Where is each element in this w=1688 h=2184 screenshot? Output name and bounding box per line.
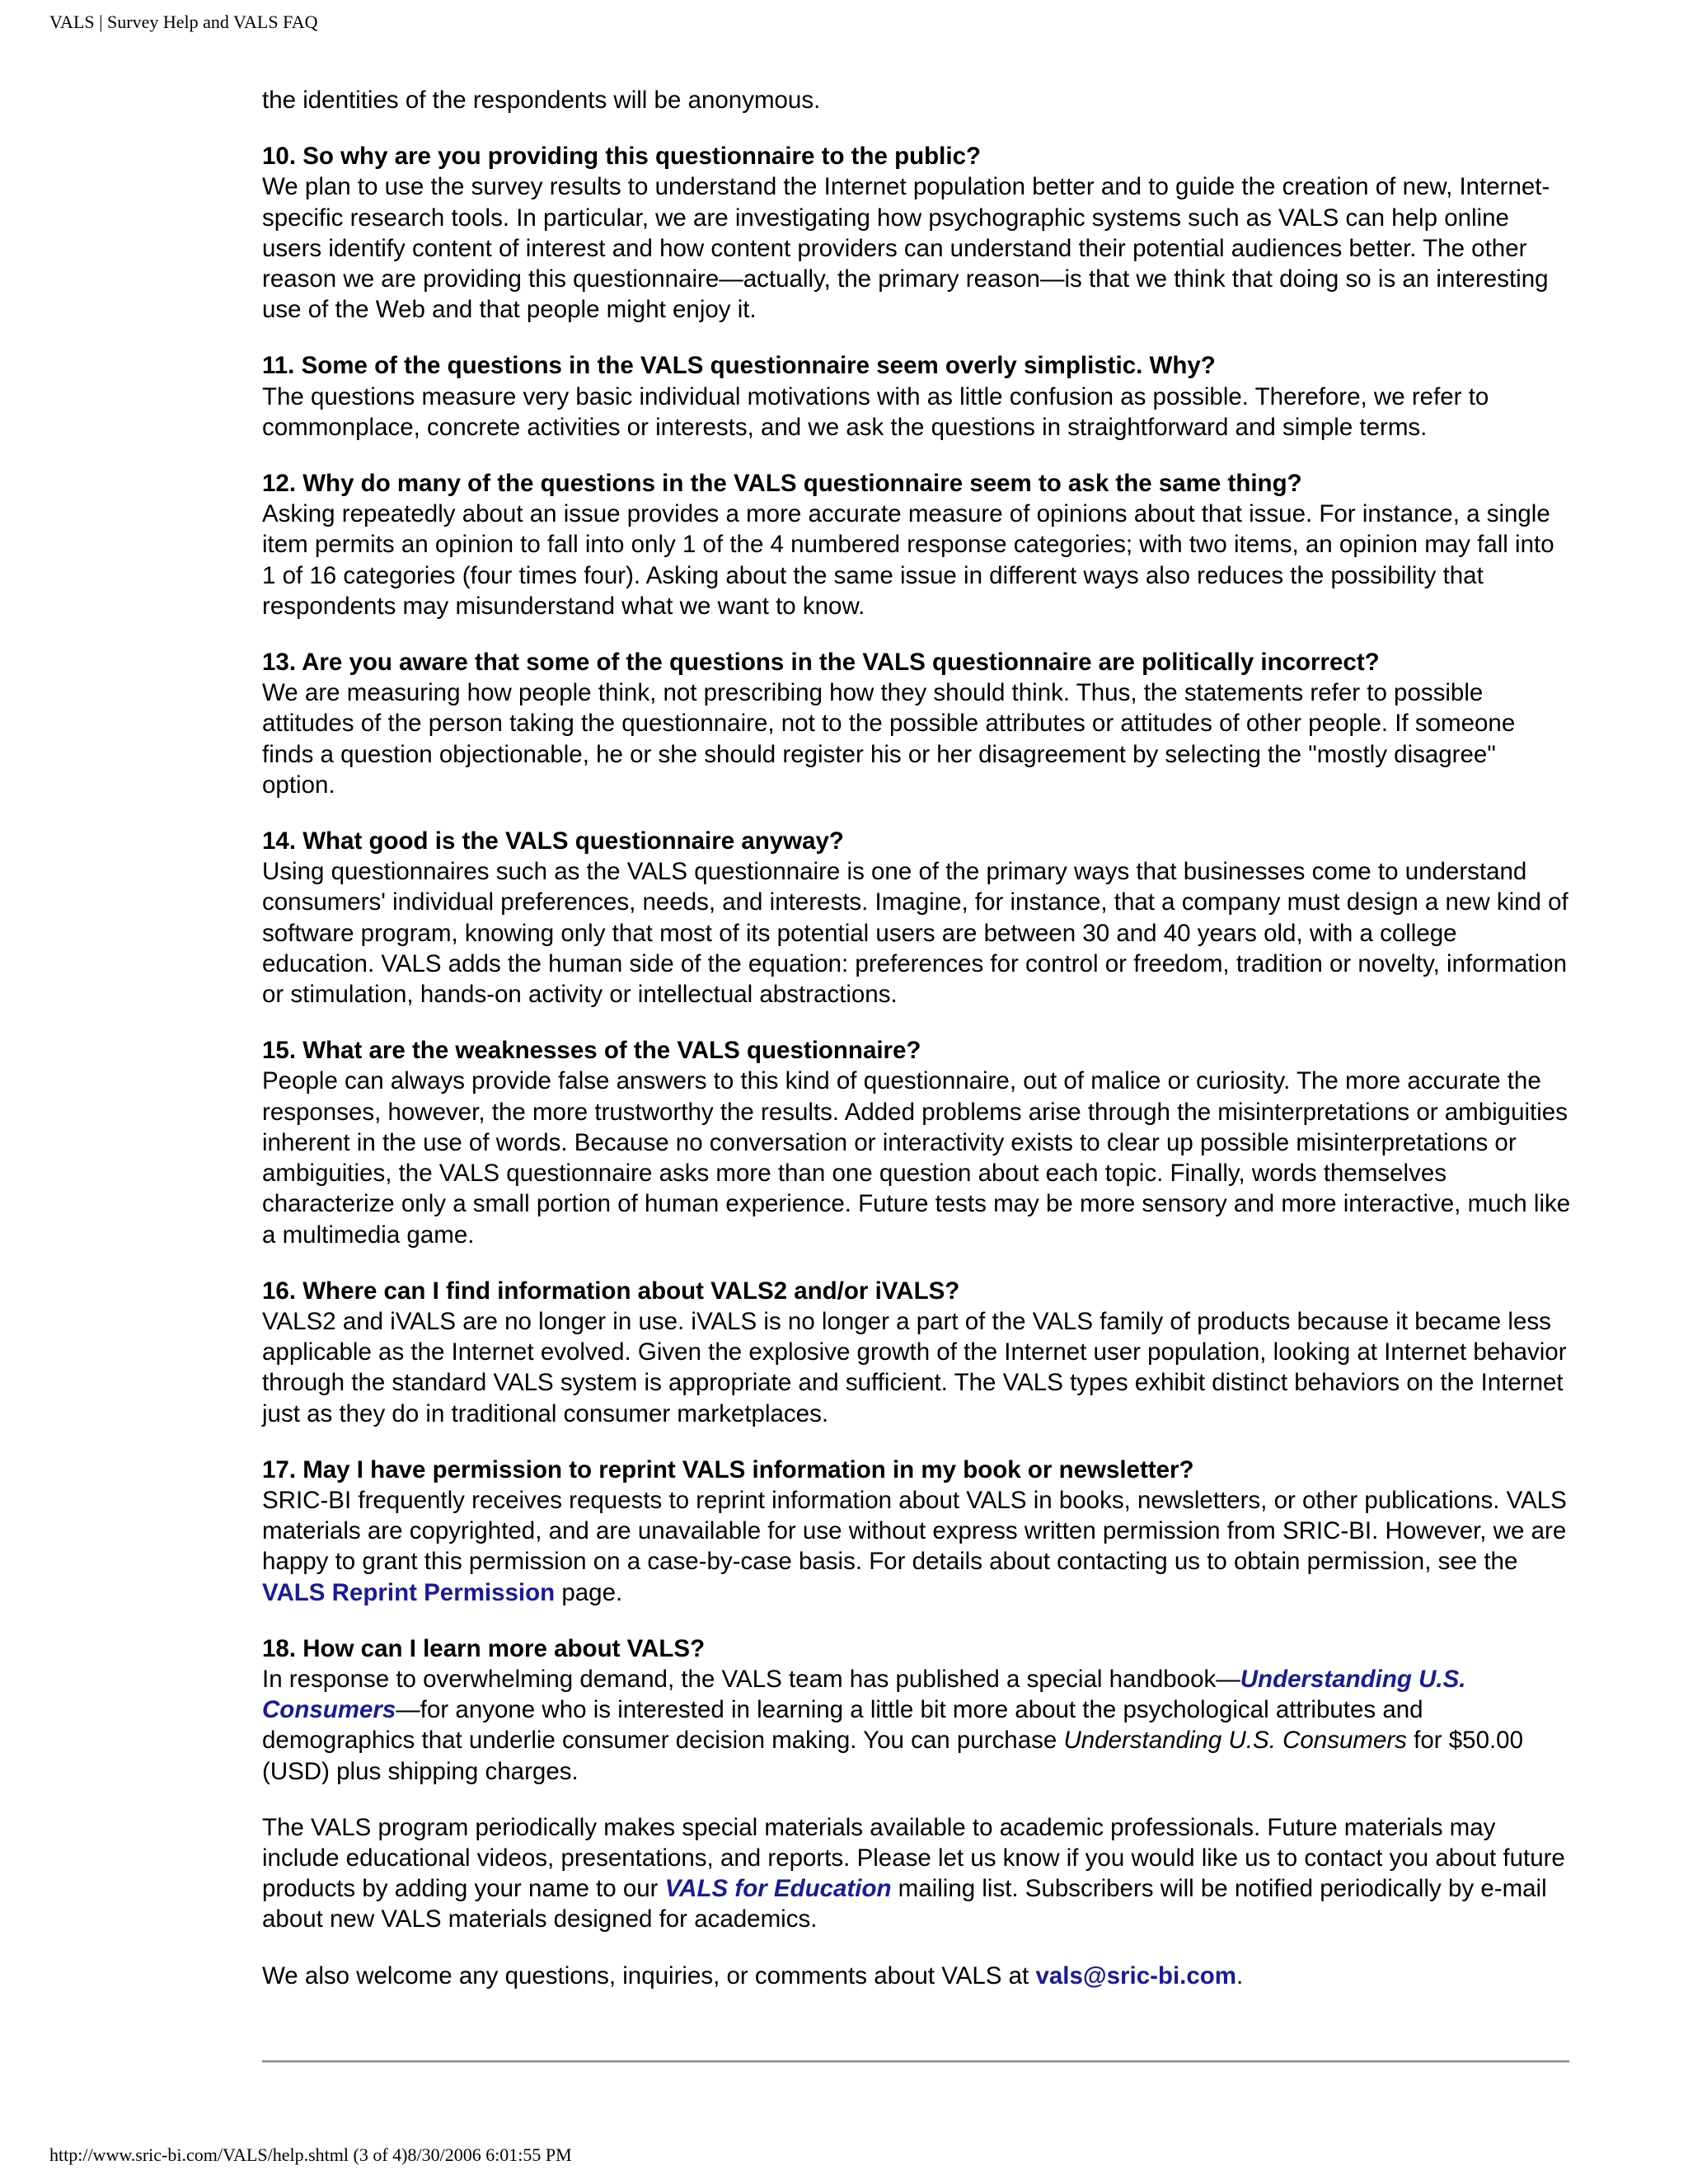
contact-paragraph	[262, 1961, 1573, 1991]
print-header-title: VALS | Survey Help and VALS FAQ	[49, 12, 318, 32]
faq-answer: VALS2 and iVALS are no longer in use. iVALS is no longer a part of the VALS family of products because it became less applicable as the Internet evolved. Given the explosive growth of the Internet user population, looking at Internet behavior through the standard VALS system is appropriate and sufficient. The VALS types exhibit distinct behaviors on the Internet just as they do in traditional consumer marketplaces.	[262, 1307, 1567, 1427]
paragraph-text: The VALS program periodically makes special materials available to academic professionals. Future materials may include educational videos, presentations, and reports. Please let us know if you would like us to contact you about future products by adding your name to our	[262, 1813, 1565, 1903]
faq-item-16	[262, 1276, 1573, 1429]
faq-item-18	[262, 1633, 1573, 1787]
answer-text: In response to overwhelming demand, the VALS team has published a special handbook—	[262, 1665, 1240, 1693]
faq-question: 18. How can I learn more about VALS?	[262, 1634, 706, 1662]
paragraph-text: mailing list. Subscribers will be notified periodically by e-mail about new VALS materials designed for academics.	[262, 1875, 1547, 1933]
paragraph-text	[262, 1812, 1573, 1935]
paragraph-text	[262, 1961, 1573, 1991]
faq-question: 16. Where can I find information about VALS2 and/or iVALS?	[262, 1277, 960, 1305]
faq-item-12	[262, 468, 1573, 621]
faq-answer: Asking repeatedly about an issue provides a more accurate measure of opinions about that issue. For instance, a single item permits an opinion to fall into only 1 of the 4 numbered response categories; with two items, an opinion may fall into 1 of 16 categories (four times four). Asking about the same issue in different ways also reduces the possibility that respondents may misunderstand what we want to know.	[262, 500, 1554, 620]
faq-answer: The questions measure very basic individual motivations with as little confusion as possible. Therefore, we refer to commonplace, concrete activities or interests, and we ask the questions in straightforward and simple terms.	[262, 382, 1489, 441]
faq-question: 10. So why are you providing this questionnaire to the public?	[262, 143, 981, 171]
faq-content	[262, 85, 1573, 2017]
faq-question: 11. Some of the questions in the VALS questionnaire seem overly simplistic. Why?	[262, 352, 1216, 380]
book-title: Understanding U.S. Consumers	[1063, 1727, 1407, 1755]
intro-block	[262, 85, 1573, 115]
paragraph-text: We also welcome any questions, inquiries, or comments about VALS at	[262, 1961, 1036, 1990]
print-footer-url: http://www.sric-bi.com/VALS/help.shtml (3 of 4)8/30/2006 6:01:55 PM	[49, 2144, 572, 2165]
faq-question: 12. Why do many of the questions in the VALS questionnaire seem to ask the same thing?	[262, 470, 1302, 498]
faq-answer: We plan to use the survey results to understand the Internet population better and to guide the creation of new, Internet-specific research tools. In particular, we are investigating how psychographic systems such as VALS can help online users identify content of interest and how content providers can understand their potential audiences better. The other reason we are providing this questionnaire—actually, the primary reason—is that we think that doing so is an interesting use of the Web and that people might enjoy it.	[262, 173, 1550, 324]
faq-answer: We are measuring how people think, not prescribing how they should think. Thus, the statements refer to possible attitudes of the person taking the questionnaire, not to the possible attributes or attitudes of other people. If someone finds a question objectionable, he or she should register his or her disagreement by selecting the "mostly disagree" option.	[262, 679, 1516, 799]
understanding-us-consumers-link[interactable]: Understanding U.S. Consumers	[262, 1665, 1466, 1724]
faq-question: 15. What are the weaknesses of the VALS questionnaire?	[262, 1037, 921, 1065]
faq-answer: Using questionnaires such as the VALS questionnaire is one of the primary ways that businesses come to understand consumers' individual preferences, needs, and interests. Imagine, for instance, that a company must design a new kind of software program, knowing only that most of its potential users are between 30 and 40 years old, with a college education. VALS adds the human side of the equation: preferences for control or freedom, tradition or novelty, information or stimulation, hands-on activity or intellectual abstractions.	[262, 858, 1568, 1009]
email-link[interactable]: vals@sric-bi.com	[1035, 1961, 1237, 1990]
answer-text: page.	[555, 1578, 623, 1606]
faq-question: 13. Are you aware that some of the questions in the VALS questionnaire are politically incorrect?	[262, 649, 1380, 677]
academic-materials-paragraph	[262, 1812, 1573, 1935]
intro-text: the identities of the respondents will be anonymous.	[262, 87, 821, 114]
paragraph-text: .	[1236, 1961, 1244, 1990]
answer-text: for $50.00 (USD) plus shipping charges.	[262, 1727, 1523, 1785]
faq-answer	[262, 1664, 1573, 1787]
vals-for-education-link[interactable]: VALS for Education	[664, 1875, 892, 1903]
answer-text: SRIC-BI frequently receives requests to reprint information about VALS in books, newsletters, or other publications. VALS materials are copyrighted, and are unavailable for use without express written permission from SRIC-BI. However, we are happy to grant this permission on a case-by-case basis. For details about contacting us to obtain permission, see the	[262, 1486, 1567, 1576]
faq-item-14	[262, 826, 1573, 1010]
faq-item-17	[262, 1455, 1573, 1608]
faq-question: 14. What good is the VALS questionnaire anyway?	[262, 827, 844, 855]
faq-item-13	[262, 647, 1573, 800]
faq-item-10	[262, 141, 1573, 325]
faq-item-15	[262, 1035, 1573, 1249]
faq-answer: People can always provide false answers to this kind of questionnaire, out of malice or curiosity. The more accurate the responses, however, the more trustworthy the results. Added problems arise through the misinterpretations or ambiguities inherent in the use of words. Because no conversation or interactivity exists to clear up possible misinterpretations or ambiguities, the VALS questionnaire asks more than one question about each topic. Finally, words themselves characterize only a small portion of human experience. Future tests may be more sensory and more interactive, much like a multimedia game.	[262, 1067, 1571, 1249]
answer-text: —for anyone who is interested in learning a little bit more about the psychological attributes and demographics that underlie consumer decision making. You can purchase	[262, 1696, 1423, 1755]
faq-item-11	[262, 350, 1573, 443]
faq-answer	[262, 1485, 1573, 1608]
vals-reprint-permission-link[interactable]: VALS Reprint Permission	[262, 1578, 556, 1606]
faq-question: 17. May I have permission to reprint VALS information in my book or newsletter?	[262, 1455, 1194, 1483]
horizontal-rule	[262, 2060, 1569, 2063]
